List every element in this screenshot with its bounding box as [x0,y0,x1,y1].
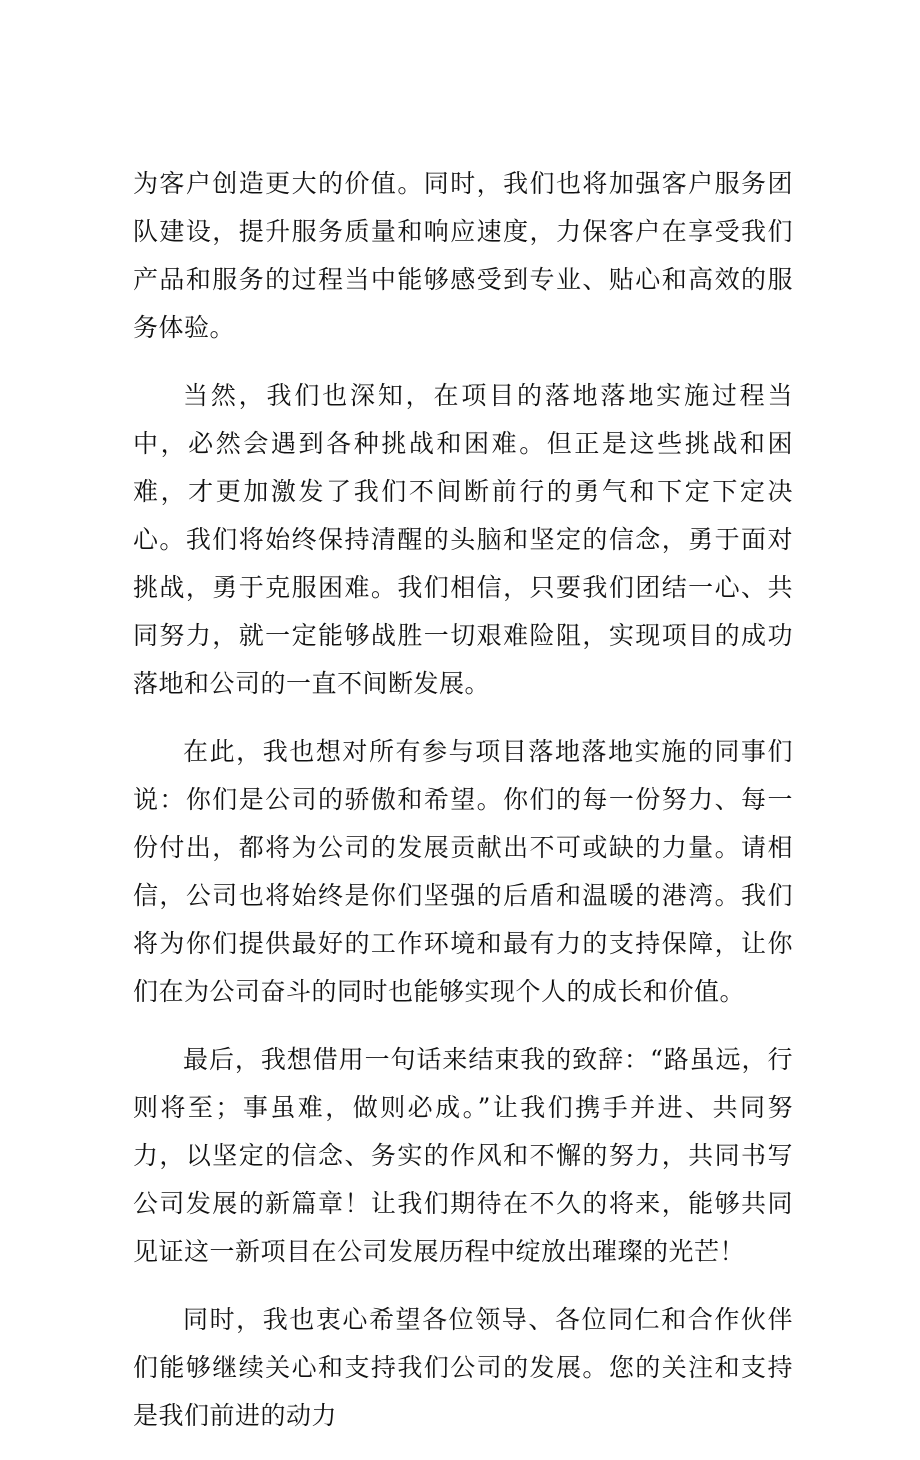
paragraph-support: 同时，我也衷心希望各位领导、各位同仁和合作伙伴们能够继续关心和支持我们公司的发展。您的关注和支持是我们前进的动力 [133,1305,793,1430]
paragraph-closing-quote: 最后，我想借用一句话来结束我的致辞：“路虽远，行则将至；事虽难，做则必成。”让我们携手并进、共同努力，以坚定的信念、务实的作风和不懈的努力，共同书写公司发展的新篇章！让我们期待在不久的将来，能够共同见证这一新项目在公司发展历程中绽放出璀璨的光芒！ [133,1045,793,1266]
document-body [133,160,793,1460]
paragraph-challenges: 当然，我们也深知，在项目的落地落地实施过程当中，必然会遇到各种挑战和困难。但正是这些挑战和困难，才更加激发了我们不间断前行的勇气和下定下定决心。我们将始终保持清醒的头脑和坚定的信念，勇于面对挑战，勇于克服困难。我们相信，只要我们团结一心、共同努力，就一定能够战胜一切艰难险阻，实现项目的成功落地和公司的一直不间断发展。 [133,381,793,698]
paragraph-continuation: 为客户创造更大的价值。同时，我们也将加强客户服务团队建设，提升服务质量和响应速度，力保客户在享受我们产品和服务的过程当中能够感受到专业、贴心和高效的服务体验。 [133,169,793,342]
paragraph-colleagues: 在此，我也想对所有参与项目落地落地实施的同事们说：你们是公司的骄傲和希望。你们的每一份努力、每一份付出，都将为公司的发展贡献出不可或缺的力量。请相信，公司也将始终是你们坚强的后盾和温暖的港湾。我们将为你们提供最好的工作环境和最有力的支持保障，让你们在为公司奋斗的同时也能够实现个人的成长和价值。 [133,737,793,1006]
